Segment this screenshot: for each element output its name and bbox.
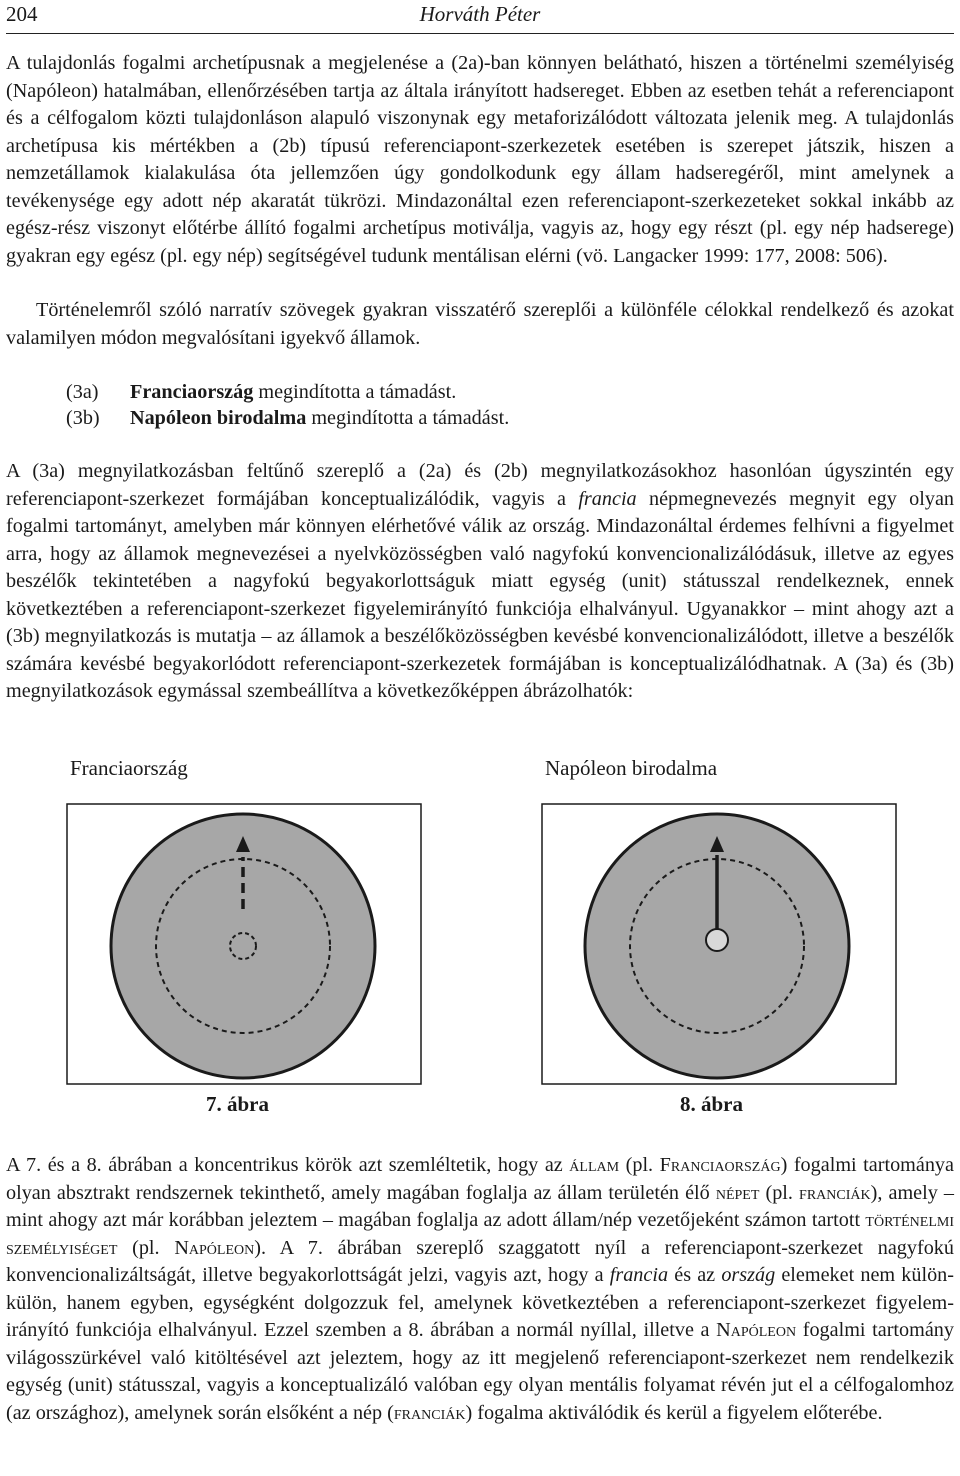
page-header: [6, 0, 954, 32]
figure-7-outer-circle: [111, 814, 375, 1078]
example-3b-subject: Napóleon birodalma: [130, 407, 307, 429]
figure-7-label: Franciaország: [70, 756, 188, 780]
paragraph-3: A (3a) megnyilatkozásban feltűnő szereplő a (2a) és (2b) megnyilatkozásokhoz hasonlóan úgyszintén egy referenciapont-szerkezet formájában konceptualizálódik, vagyis a francia népmegnevezés megnyit egy olyan fogalmi tartományt, amelyben már könnyen elérhetővé válik az ország. Mindazonáltal érdemes felhívni a figyelmet arra, hogy az államok megnevezései a nyelvközösségben való nagyfokú konvencionalizálódásuk, illetve az egyes beszélők tekintetében a nagyfokú begyakorlottságuk miatt egység (unit) státusszal rendelkeznek, ennek következtében a referenciapont-szerkezet figyelemirányító funkciója elhalványul. Ugyanakkor – mint ahogy azt a (3b) megnyilatkozás is mutatja – az államok a beszélőközösségben kevésbé konvencionalizálódott, illetve a beszélők számára kevésbé begyakorlódott referenciapont-szerkezetek formájában is konceptualizálódhatnak. A (3a) és (3b) megnyilatkozások egymással szembeállítva a következőképpen ábrázolhatók:: [6, 460, 954, 702]
example-3a: (3a) Franciaország megindította a támadást.: [66, 381, 457, 403]
page-number: 204: [6, 2, 38, 26]
figure-7-diagram: [66, 803, 422, 1085]
paragraph-4: A 7. és a 8. ábrában a koncentrikus körök azt szemléltetik, hogy az állam (pl. Franciaország) fogalmi tartománya olyan absztrakt rendszernek tekinthető, amely magában foglalja az állam területén élő népet (pl. franciák), amely – mint ahogy azt már korábban jeleztem – magában foglalja az adott állam/nép vezetőjeként számon tartott történelmi személyiséget (pl. Napóleon). A 7. ábrában szereplő szaggatott nyíl a referenciapont-szerkezet nagyfokú konvencionalizáltságát, illetve begyakorlottságát jelzi, vagyis azt, hogy a francia és az ország elemeket nem külön-külön, hanem egyben, egységként dolgozzuk fel, amelynek következtében a referenciapont-szerkezet figyelemirányító funkciója elhalványul. Ezzel szemben a 8. ábrában a normál nyíllal, illetve a Napóleon fogalmi tartomány világosszürkével való kitöltésével azt jeleztem, hogy az itt megjelenő referenciapont-szerkezet nem rendelkezik egység (unit) státusszal, vagyis a konceptualizáló valóban egy olyan mentális folyamat révén jut el a célfogalomhoz (az országhoz), amelynek során elsőként a nép (franciák) fogalma aktiválódik és kerül a figyelem előterébe.: [6, 1154, 954, 1424]
paragraph-1: A tulajdonlás fogalmi archetípusnak a megjelenése a (2a)-ban könnyen belátható, hiszen a történelmi személyiség (Napóleon) hatalmában, ellenőrzésében tartja az általa irányított hadsereget. Ebben az esetben tehát a referenciapont és a célfogalom közti tulajdonláson alapuló viszonynak egy metaforizálódott változata jelenik meg. A tulajdonlás archetípusa kis mértékben a (2b) típusú referenciapont-szerkezetek esetében is szerepet játszik, hiszen a nemzetállamok kialakulása óta jellemzően úgy gondolkodunk egy állam hadseregéről, mint amelynek a tevékenysége egy adott nép akaratát tükrözi. Mindazonáltal ezen referenciapont-szerkezeteket sokkal inkább az egész-rész viszonyt előtérbe állító fogalmi archetípus motiválja, vagyis az, hogy egy részt (pl. egy nép hadserege) gyakran egy egész (pl. egy nép) segítségével tudunk mentálisan elérni (vö. Langacker 1999: 177, 2008: 506).: [6, 52, 954, 267]
figure-8-diagram: [541, 803, 897, 1085]
running-author: Horváth Péter: [419, 2, 541, 26]
figure-8-inner-circle: [706, 929, 728, 951]
example-3b: (3b) Napóleon birodalma megindította a támadást.: [66, 407, 510, 429]
figure-7-caption: 7. ábra: [206, 1092, 269, 1116]
figure-8-caption: 8. ábra: [680, 1092, 743, 1116]
header-rule: [6, 33, 954, 34]
paragraph-2: Történelemről szóló narratív szövegek gyakran visszatérő szereplői a különféle célokkal rendelkező és azokat valamilyen módon megvalósítani igyekvő államok.: [6, 299, 954, 349]
figure-8-label: Napóleon birodalma: [545, 756, 718, 780]
example-3a-subject: Franciaország: [130, 381, 254, 403]
